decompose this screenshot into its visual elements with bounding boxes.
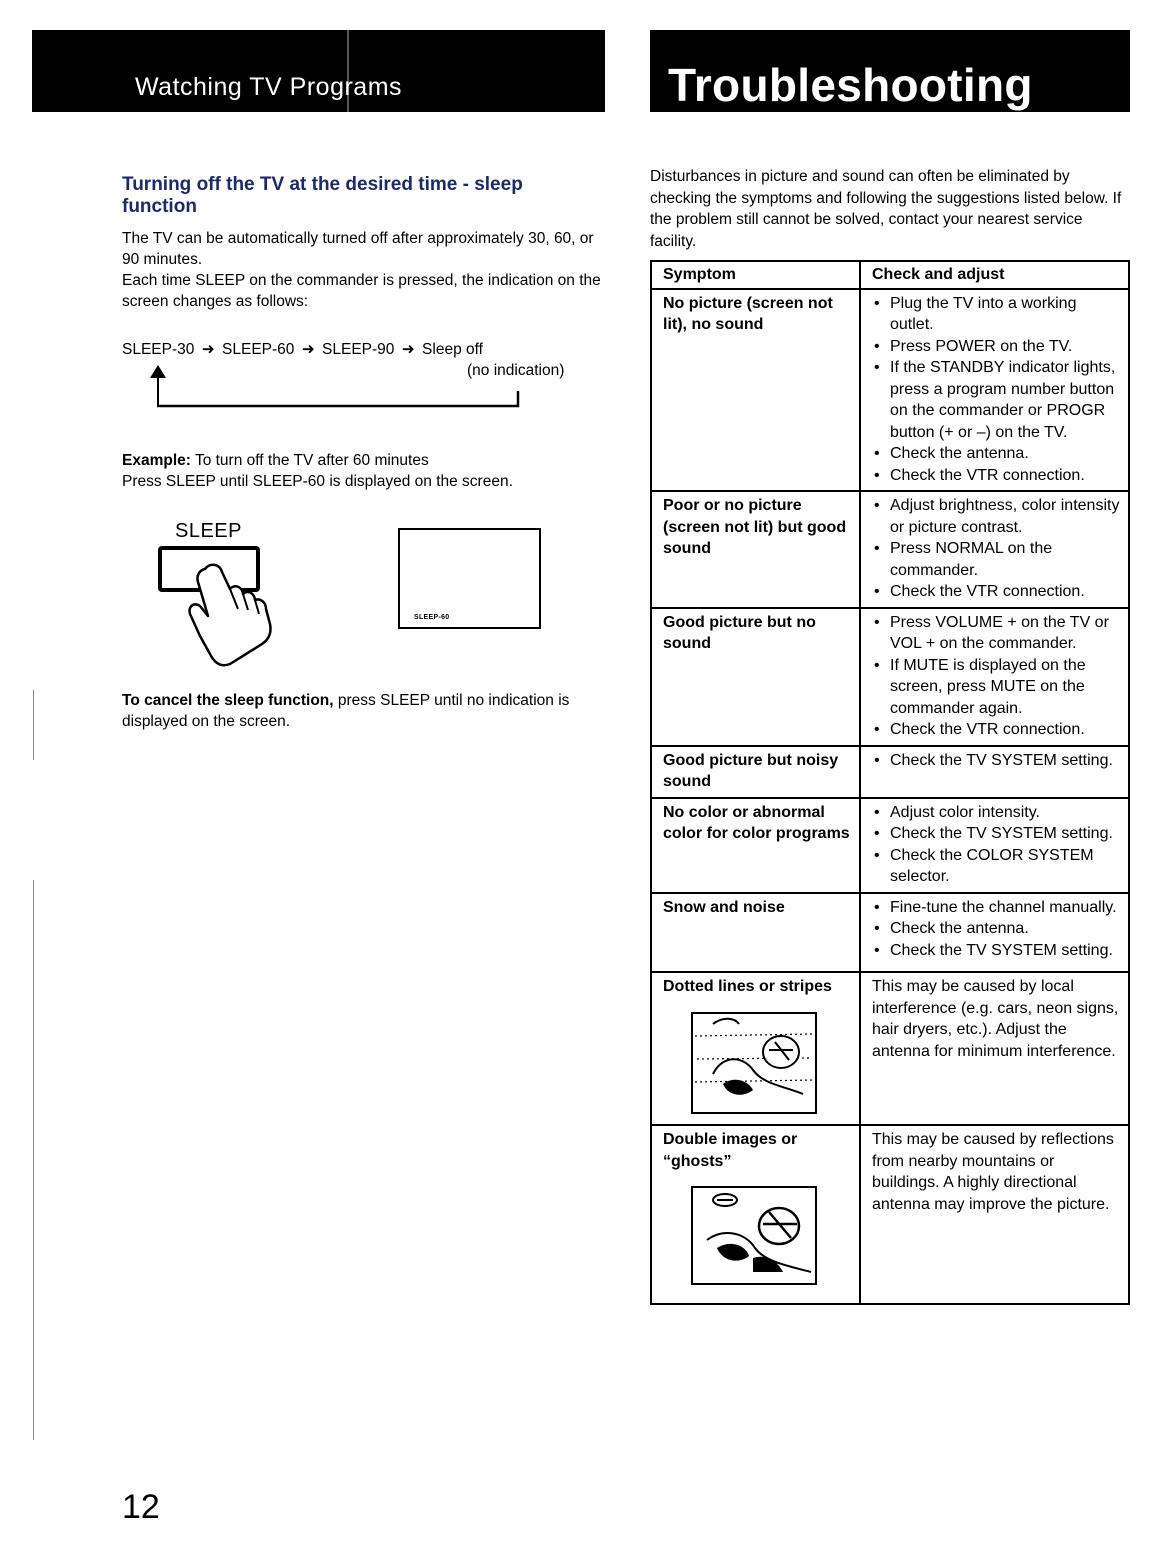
check-cell — [860, 798, 1129, 893]
check-item: • Check the antenna. — [872, 443, 1122, 465]
troubleshooting-intro: Disturbances in picture and sound can often be eliminated by checking the symptoms and following the suggestions listed below. If the problem still cannot be solved, contact your nearest service facility. — [650, 168, 1122, 250]
arrow-right-icon: ➜ — [401, 341, 415, 358]
check-item: • Press POWER on the TV. — [872, 336, 1122, 358]
table-row — [651, 893, 1129, 973]
check-item: • Check the COLOR SYSTEM selector. — [872, 845, 1122, 888]
symptom-cell: No color or abnormal color for color programs — [651, 798, 860, 893]
check-cell — [860, 893, 1129, 973]
left-banner-title: Watching TV Programs — [135, 73, 403, 101]
symptom-header: Symptom — [651, 261, 860, 289]
cancel-label: To cancel the sleep function, — [122, 692, 334, 709]
arrow-right-icon: ➜ — [301, 341, 315, 358]
hand-pressing-button-icon — [150, 544, 300, 674]
check-item: • Press NORMAL on the commander. — [872, 538, 1122, 581]
check-cell — [860, 608, 1129, 746]
cancel-text: press SLEEP until no indication is displayed on the screen. — [122, 692, 570, 730]
interference-stripes-image — [691, 1012, 817, 1115]
page-number: 12 — [122, 1488, 160, 1526]
check-header: Check and adjust — [860, 261, 1129, 289]
check-item: • Check the TV SYSTEM setting. — [872, 940, 1122, 962]
troubleshooting-table — [650, 260, 1130, 1305]
sequence-step-4: Sleep off — [422, 341, 483, 358]
sequence-step-3: SLEEP-90 — [322, 341, 395, 358]
right-section-banner — [650, 30, 1130, 112]
cancel-block — [122, 690, 602, 732]
sequence-step-2: SLEEP-60 — [222, 341, 295, 358]
table-row — [651, 1125, 1129, 1304]
table-row — [651, 289, 1129, 492]
sleep-section — [122, 174, 602, 312]
tv-screen-illustration — [398, 528, 541, 629]
check-item: • Check the VTR connection. — [872, 581, 1122, 603]
example-line-2: Press SLEEP until SLEEP-60 is displayed on the screen. — [122, 473, 513, 490]
check-item: • If the STANDBY indicator lights, press a program number button on the commander or PROGR button (+ or –) on the TV. — [872, 357, 1122, 443]
sleep-sequence — [122, 339, 592, 379]
table-row — [651, 746, 1129, 798]
check-item: • Plug the TV into a working outlet. — [872, 293, 1122, 336]
arrow-right-icon: ➜ — [201, 341, 215, 358]
symptom-cell: Good picture but no sound — [651, 608, 860, 746]
ghost-images-image — [691, 1186, 817, 1285]
right-banner-title: Troubleshooting — [668, 59, 1033, 111]
example-line-1: To turn off the TV after 60 minutes — [190, 452, 429, 469]
table-row — [651, 972, 1129, 1125]
example-block — [122, 450, 602, 492]
table-header-row — [651, 261, 1129, 289]
symptom-cell — [651, 972, 860, 1125]
sleep-para-1: The TV can be automatically turned off after approximately 30, 60, or 90 minutes. — [122, 230, 594, 268]
table-row — [651, 608, 1129, 746]
symptom-cell: Snow and noise — [651, 893, 860, 973]
check-cell — [860, 746, 1129, 798]
symptom-text: Dotted lines or stripes — [663, 978, 832, 995]
check-item: • Press VOLUME + on the TV or VOL + on the commander. — [872, 612, 1122, 655]
sequence-step-1: SLEEP-30 — [122, 341, 195, 358]
check-item: • Check the TV SYSTEM setting. — [872, 823, 1122, 845]
scan-margin-line — [33, 880, 34, 1440]
check-cell — [860, 491, 1129, 608]
check-item: • Check the TV SYSTEM setting. — [872, 750, 1122, 772]
sleep-para-2: Each time SLEEP on the commander is pressed, the indication on the screen changes as follows: — [122, 272, 601, 310]
sleep-section-title: Turning off the TV at the desired time - sleep function — [122, 174, 523, 217]
check-item: • Adjust brightness, color intensity or picture contrast. — [872, 495, 1122, 538]
sequence-note: (no indication) — [467, 362, 565, 379]
symptom-cell: Good picture but noisy sound — [651, 746, 860, 798]
symptom-cell: No picture (screen not lit), no sound — [651, 289, 860, 492]
check-item: • Adjust color intensity. — [872, 802, 1122, 824]
tv-screen-text: SLEEP-60 — [414, 614, 450, 621]
check-item: • If MUTE is displayed on the screen, press MUTE on the commander again. — [872, 655, 1122, 720]
check-cell: This may be caused by reflections from nearby mountains or buildings. A highly directional antenna may improve the picture. — [860, 1125, 1129, 1304]
sequence-loop-arrow-icon — [145, 361, 535, 411]
check-item: • Fine-tune the channel manually. — [872, 897, 1122, 919]
table-row — [651, 798, 1129, 893]
check-item: • Check the antenna. — [872, 918, 1122, 940]
scan-margin-line — [33, 690, 34, 760]
sleep-button-label: SLEEP — [175, 520, 242, 542]
symptom-text: Double images or “ghosts” — [663, 1131, 798, 1170]
left-section-banner — [32, 30, 605, 112]
check-item: • Check the VTR connection. — [872, 719, 1122, 741]
check-cell: This may be caused by local interference (e.g. cars, neon signs, hair dryers, etc.). Adjust the antenna for minimum interference. — [860, 972, 1129, 1125]
check-item: • Check the VTR connection. — [872, 465, 1122, 487]
symptom-cell — [651, 1125, 860, 1304]
example-label: Example: — [122, 452, 191, 469]
symptom-cell: Poor or no picture (screen not lit) but good sound — [651, 491, 860, 608]
table-row — [651, 491, 1129, 608]
check-cell — [860, 289, 1129, 492]
